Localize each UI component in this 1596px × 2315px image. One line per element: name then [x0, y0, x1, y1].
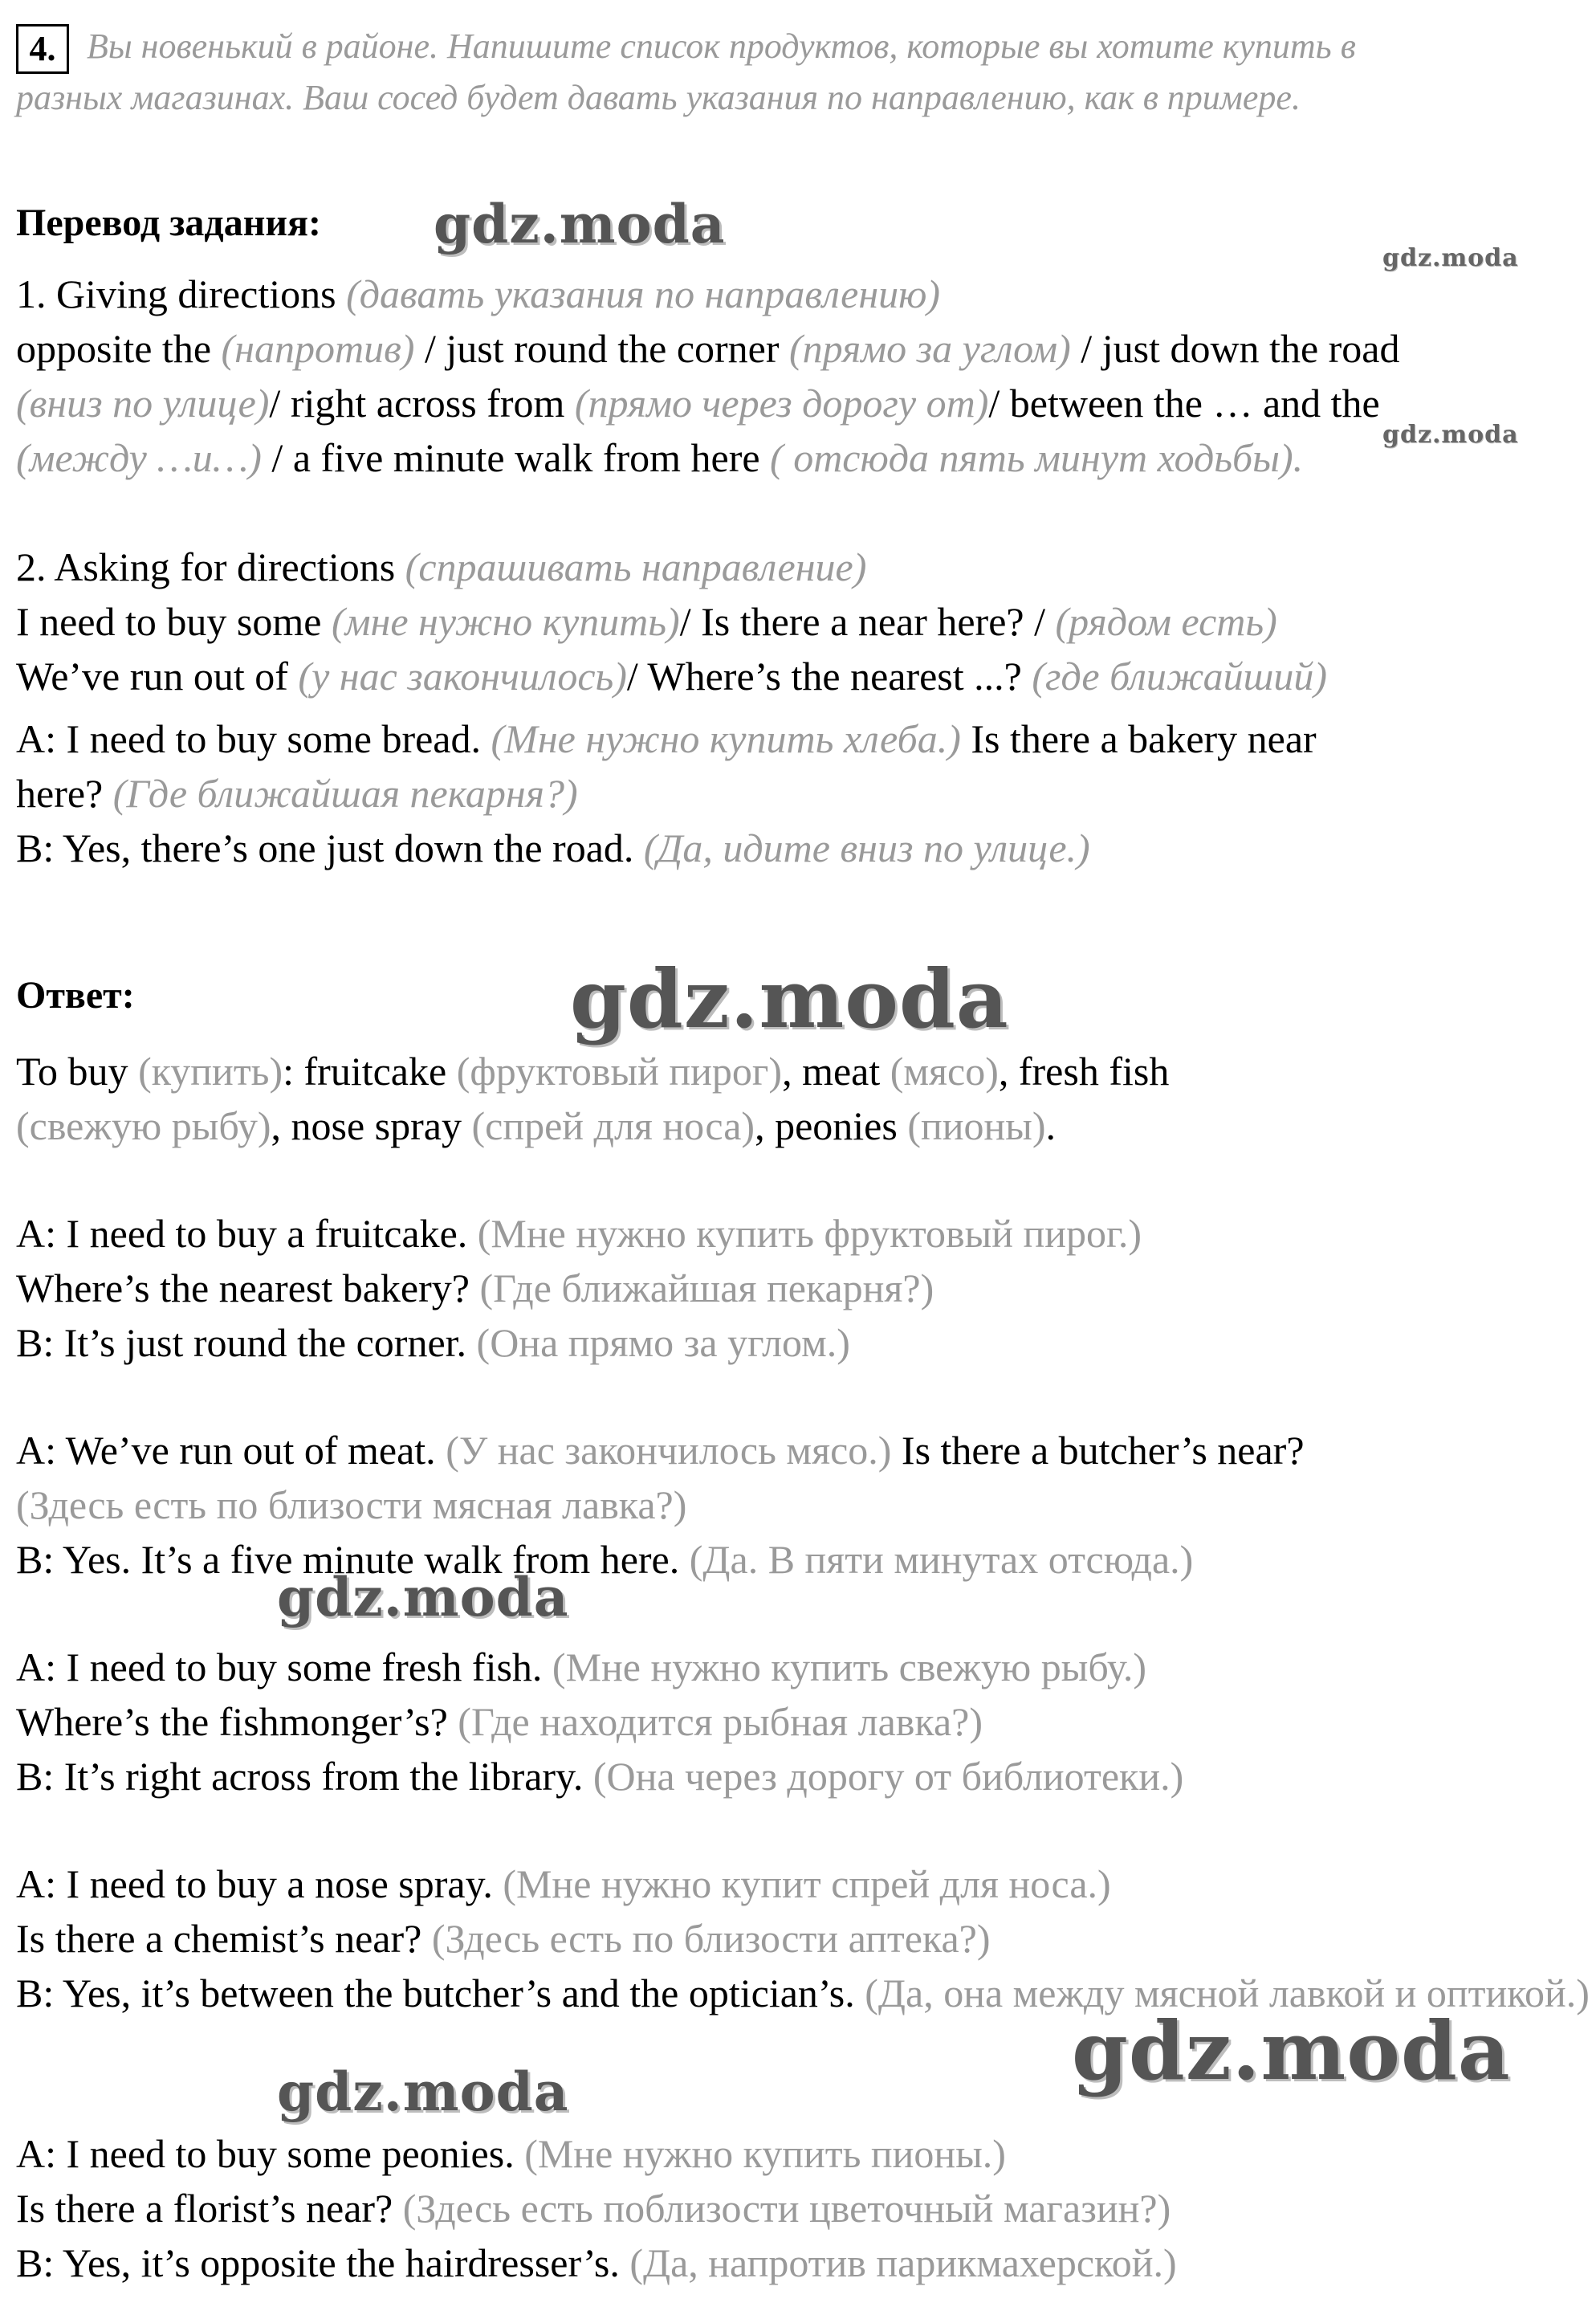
dialogue-3-a: [16, 1643, 1146, 1691]
example-b-line: [16, 824, 1090, 872]
dialogue-a-ru: (Мне нужно купит спрей для носа.): [503, 1861, 1111, 1906]
giving-directions-ru: (давать указания по направлению): [346, 271, 941, 316]
task-number-box: 4.: [16, 24, 69, 74]
asking-phrase-ru: (где ближайший): [1032, 654, 1328, 699]
dialogue-5-a: [16, 2130, 1006, 2178]
dialogue-1-q: [16, 1264, 934, 1312]
item-en: peonies: [775, 1103, 898, 1148]
asking-directions-ru: (спрашивать направление): [405, 544, 867, 589]
dialogue-b-en: B: Yes. It’s a five minute walk from here.: [16, 1537, 680, 1582]
dialogue-a-ru: (Мне нужно купить фруктовый пирог.): [477, 1211, 1142, 1256]
dialogue-a-en: A: I need to buy a nose spray.: [16, 1861, 493, 1906]
dialogue-a-ru: (Мне нужно купить свежую рыбу.): [552, 1645, 1147, 1689]
example-b-ru: (Да, идите вниз по улице.): [643, 825, 1090, 870]
dialogue-q-en: Is there a butcher’s near?: [901, 1428, 1305, 1473]
watermark-logo: gdz.moda: [1382, 421, 1519, 449]
example-a-en3: here?: [16, 771, 104, 816]
asking-directions-line: [16, 543, 866, 591]
dialogue-q-en: Is there a chemist’s near?: [16, 1916, 422, 1961]
to-buy-line-1: To buy (купить): fruitcake (фруктовый пирог), meat (мясо), fresh fish: [16, 1049, 1170, 1094]
dialogue-q-ru: (Здесь есть по близости мясная лавка?): [16, 1482, 687, 1527]
asking-phrases-line-1: I need to buy some (мне нужно купить)/ Is there a near here? / (рядом есть): [16, 599, 1277, 644]
dialogue-a-ru: (У нас закончилось мясо.): [446, 1428, 892, 1473]
dialogue-b-ru: (Она прямо за углом.): [476, 1320, 850, 1365]
dialogue-b-en: B: Yes, it’s opposite the hairdresser’s.: [16, 2240, 620, 2285]
item-en: fresh fish: [1018, 1049, 1170, 1094]
watermark-logo: gdz.moda: [434, 193, 726, 255]
item-en: nose spray: [291, 1103, 462, 1148]
phrase-ru: (напротив): [221, 326, 415, 371]
dialogue-b-ru: (Да. В пяти минутах отсюда.): [689, 1537, 1194, 1582]
asking-directions-en: 2. Asking for directions: [16, 544, 396, 589]
asking-phrase-en: We’ve run out of: [16, 654, 288, 699]
phrase-en: between the … and the: [1009, 381, 1380, 426]
dialogue-2-q: [16, 1481, 686, 1529]
dialogue-a-en: A: I need to buy a fruitcake.: [16, 1211, 468, 1256]
dialogue-q-ru: (Здесь есть по близости аптека?): [431, 1916, 991, 1961]
directions-phrases-line-2: (вниз по улице)/ right across from (прямо через дорогу от)/ between the … and the: [16, 381, 1380, 426]
asking-phrases-line-2: We’ve run out of (у нас закончилось)/ Where’s the nearest ...? (где ближайший): [16, 654, 1328, 699]
watermark-logo: gdz.moda: [1382, 244, 1519, 272]
phrase-en: just round the corner: [446, 326, 780, 371]
dialogue-q-ru: (Где находится рыбная лавка?): [458, 1699, 983, 1744]
asking-phrase-ru: (рядом есть): [1055, 599, 1277, 644]
example-a-line-2: [16, 769, 578, 817]
dialogue-5-q: [16, 2184, 1171, 2232]
example-a-en: A: I need to buy some bread.: [16, 716, 482, 761]
example-a-ru2: (Где ближайшая пекарня?): [112, 771, 578, 816]
dialogue-a-en: A: We’ve run out of meat.: [16, 1428, 436, 1473]
item-ru: (пионы): [907, 1103, 1046, 1148]
to-buy-label: To buy: [16, 1049, 128, 1094]
example-a-ru: (Мне нужно купить хлеба.): [491, 716, 961, 761]
phrase-ru: (вниз по улице): [16, 381, 270, 426]
answer-heading: Ответ:: [16, 974, 135, 1017]
dialogue-2-a: [16, 1426, 1305, 1474]
asking-phrase-ru: (мне нужно купить): [331, 599, 680, 644]
asking-phrase-en: Where’s the nearest ...?: [647, 654, 1022, 699]
dialogue-2-b: [16, 1535, 1193, 1583]
item-en: meat: [802, 1049, 881, 1094]
phrase-en: opposite the: [16, 326, 212, 371]
dialogue-q-en: Where’s the nearest bakery?: [16, 1266, 470, 1310]
example-b-en: B: Yes, there’s one just down the road.: [16, 825, 634, 870]
dialogue-b-en: B: It’s right across from the library.: [16, 1754, 584, 1799]
dialogue-b-en: B: It’s just round the corner.: [16, 1320, 467, 1365]
watermark-logo: gdz.moda: [570, 952, 1009, 1046]
dialogue-q-ru: (Здесь есть поблизости цветочный магазин?): [402, 2186, 1171, 2231]
phrase-en: a five minute walk from here: [292, 435, 760, 480]
dialogue-q-en: Is there a florist’s near?: [16, 2186, 393, 2231]
item-ru: (фруктовый пирог): [456, 1049, 783, 1094]
giving-directions-line: [16, 270, 940, 318]
translation-heading: Перевод задания:: [16, 202, 321, 244]
dialogue-3-b: [16, 1752, 1183, 1800]
asking-phrase-ru: (у нас закончилось): [298, 654, 627, 699]
task-text-line-1: Вы новенький в районе. Напишите список продуктов, которые вы хотите купить в: [87, 26, 1356, 66]
watermark-logo: gdz.moda: [277, 2060, 569, 2123]
watermark-logo: gdz.moda: [277, 1566, 569, 1628]
example-a-line: [16, 715, 1317, 763]
dialogue-a-en: A: I need to buy some peonies.: [16, 2131, 515, 2176]
asking-phrase-en: I need to buy some: [16, 599, 322, 644]
dialogue-b-en: B: Yes, it’s between the butcher’s and the optician’s.: [16, 1971, 855, 2015]
item-en: fruitcake: [303, 1049, 447, 1094]
phrase-en: right across from: [290, 381, 565, 426]
phrase-ru: (прямо через дорогу от): [574, 381, 989, 426]
directions-phrases-line-1: opposite the (напротив) / just round the corner (прямо за углом) / just down the road: [16, 326, 1400, 371]
dialogue-a-ru: (Мне нужно купить пионы.): [524, 2131, 1006, 2176]
dialogue-b-ru: (Она через дорогу от библиотеки.): [592, 1754, 1184, 1799]
phrase-ru: ( отсюда пять минут ходьбы).: [770, 435, 1304, 480]
item-ru: (спрей для носа): [471, 1103, 755, 1148]
phrase-ru: (между …и…): [16, 435, 262, 480]
task-text-line-2: разных магазинах. Ваш сосед будет давать указания по направлению, как в примере.: [16, 78, 1301, 117]
to-buy-ru: (купить): [138, 1049, 283, 1094]
item-ru: (свежую рыбу): [16, 1103, 271, 1148]
dialogue-3-q: [16, 1698, 983, 1746]
dialogue-q-ru: (Где ближайшая пекарня?): [479, 1266, 934, 1310]
example-a-en2: Is there a bakery near: [971, 716, 1317, 761]
phrase-ru: (прямо за углом): [789, 326, 1071, 371]
giving-directions-en: 1. Giving directions: [16, 271, 336, 316]
dialogue-1-a: [16, 1209, 1142, 1257]
phrase-en: just down the road: [1101, 326, 1400, 371]
asking-phrase-en: Is there a near here?: [701, 599, 1024, 644]
dialogue-b-ru: (Да, напротив парикмахерской.): [629, 2240, 1177, 2285]
dialogue-q-en: Where’s the fishmonger’s?: [16, 1699, 448, 1744]
to-buy-line-2: (свежую рыбу), nose spray (спрей для носа), peonies (пионы).: [16, 1103, 1056, 1148]
dialogue-4-q: [16, 1914, 991, 1962]
dialogue-5-b: [16, 2239, 1177, 2287]
dialogue-4-a: [16, 1860, 1111, 1908]
dialogue-a-en: A: I need to buy some fresh fish.: [16, 1645, 543, 1689]
dialogue-1-b: [16, 1318, 850, 1367]
directions-phrases-line-3: (между …и…) / a five minute walk from here ( отсюда пять минут ходьбы).: [16, 435, 1304, 480]
item-ru: (мясо): [890, 1049, 999, 1094]
watermark-logo: gdz.moda: [1072, 2003, 1511, 2098]
dialogue-b-ru: (Да, она между мясной лавкой и оптикой.): [865, 1971, 1590, 2015]
